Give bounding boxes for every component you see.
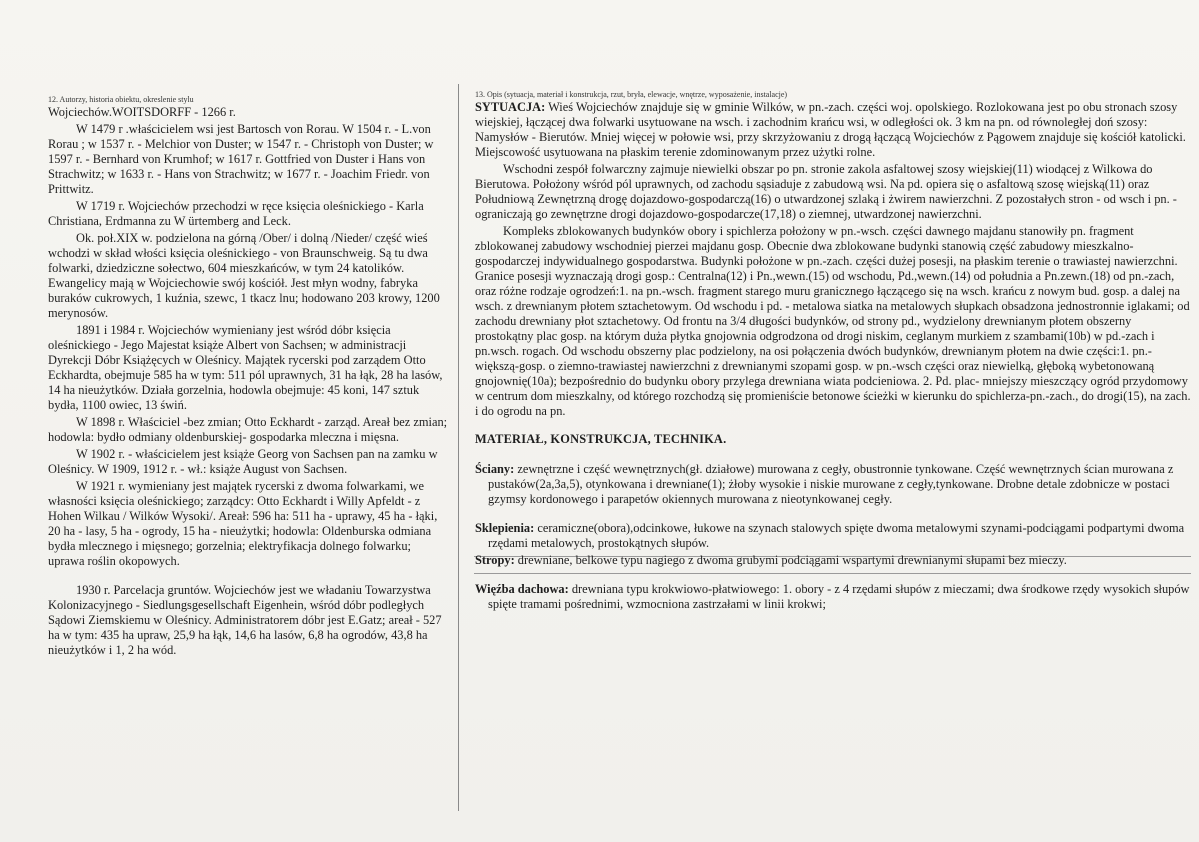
history-paragraph: W 1902 r. - właścicielem jest książe Georg von Sachsen pan na zamku w Oleśnicy. W 1909, 1912 r. - wł.: książe August von Sachsen. (48, 447, 438, 476)
history-paragraph: W 1898 r. Właściciel -bez zmian; Otto Eckhardt - zarząd. Areał bez zmian; hodowla: bydło odmiany oldenburskiej- gospodarka mleczna i mięsna. (48, 415, 448, 444)
spacer (475, 509, 1191, 521)
material-item-vaults (475, 521, 1191, 551)
spacer (48, 571, 450, 583)
history-column (48, 94, 450, 660)
item-label: Ściany: (475, 462, 515, 476)
description-paragraph: Wschodni zespół folwarczny zajmuje niewielki obszar po pn. stronie zakola asfaltowej szosy wiejskiej(11) wiodącej z Wilkowa do Bierutowa. Położony wśród pól uprawnych, od zachodu sąsiaduje z zabudową wsi. Na pd. opiera się o asfaltową szosę wiejską(11) oraz Południową Zewnętrzną drogę dojazdowo-gospodarczą(16) o utwardzonej szlaką i żwirem nawierzchni. Z pozostałych stron - od wsch i pn. - ograniczają go zewnętrzne drogi dojazdowo-gospodarcze(17,18) o ziemnej, utwardzonej nawierzchni. (475, 162, 1177, 221)
item-text: drewniane, belkowe typu nagiego z dwoma grubymi podciągami wspartymi drewnianymi słupami bez mieczy. (514, 553, 1067, 567)
situation-label: SYTUACJA: (475, 100, 546, 114)
material-item-roof-truss (475, 582, 1191, 612)
history-paragraph: W 1479 r .właścicielem wsi jest Bartosch von Rorau. W 1504 r. - L.von Rorau ; w 1537 r. - Melchior von Duster; w 1547 r. - Christoph von Duster; w 1597 r. - Bernhard von Krumhof; w 1617 r. Gottfried von Duster i Hans von Strachwitz; w 1633 r. - Hans von Strachwitz; w 1677 r. - Joachim Friedr. von Prittwitz. (48, 122, 434, 196)
item-text: ceramiczne(obora),odcinkowe, łukowe na szynach stalowych spięte dwoma metalowymi szynami-podciągami podpartymi dwoma rzędami metalowych, prostokątnych słupów. (488, 521, 1185, 550)
item-text: drewniana typu krokwiowo-płatwiowego: 1. obory - z 4 rzędami słupów z mieczami; dwa środkowe rzędy wysokich słupów spięte tramami pośrednimi, wzmocniona zastrzałami w linii krokwi; (488, 582, 1190, 611)
section-title-material: MATERIAŁ, KONSTRUKCJA, TECHNIKA. (475, 432, 727, 446)
material-item-ceilings (475, 553, 1191, 568)
item-label: Więźba dachowa: (475, 582, 569, 596)
situation-paragraph (475, 100, 1191, 160)
history-paragraph: 1891 i 1984 r. Wojciechów wymieniany jest wśród dóbr księcia oleśnickiego - Jego Majestat książe Albert von Sachsen; w administracji Dyrekcji Dóbr Książęcych w Oleśnicy. Majątek rycerski pod zarządem Otto Eckhardta, obejmuje 585 ha w tym: 511 pól uprawnych, 31 ha łąk, 28 ha lasów, 14 ha nieużytków. Działa gorzelnia, hodowla obejmuje: 45 koni, 147 sztuk bydła, 1100 owiec, 13 świń. (48, 323, 443, 412)
description-paragraph: Kompleks zblokowanych budynków obory i spichlerza położony w pn.-wsch. części dawnego majdanu stanowiły pn. fragment zblokowanej zabudowy wschodniej pierzei majdanu gosp. Obecnie dwa zblokowane budynki stanowią część zabudowy mieszkalno-gospodarczej indywidualnego gospodarstwa. Budynki położone w pn.-zach. części dużej posesji, na płaskim terenie o trawiastej nawierzchni. Granice posesji wyznaczają drogi gosp.: Centralna(12) i Pn.,wewn.(15) od wschodu, Pd.,wewn.(14) od południa a Pn.zewn.(18) od pn.-zach, oraz różne rodzaje ogrodzeń:1. na pn.-wsch. fragment starego muru granicznego łączącego się na wsch. krańcu z nowym bud. gosp. a dalej na wsch. z drewnianym płotem sztachetowym. Od wschodu i pd. - metalowa siatka na metalowych słupkach obsadzona jednostronnie iglakami; od zachodu drewniany płot sztachetowy. Od frontu na 3/4 długości budynków, od strony pd., wydzielony drewnianym płotem obszerny prostokątny plac gosp. na którym duża płytka gnojownia odgrodzona od drogi niskim, ceglanym murkiem z szambami(10b) w pd.-zach i pn.wsch. rogach. Od wschodu obszerny plac podzielony, na osi połączenia dwóch budynków, drewnianym płotem na dwie części:1. pn.-większą-gosp. o ziemno-trawiastej nawierzchni z drewnianymi szopami gosp. w pn.-wsch części oraz niewielką, głęboką wybetonowaną gnojownię(10a); bezpośrednio do budynku obory przylega drewniana wiata podcieniowa. 2. Pd. plac- mniejszy mieszczący ogród przydomowy w centrum dom mieszkalny, od którego rozchodzą się promieniście betonowe ścieżki w kierunku do spichlerza-pn.-zach., do drogi(15), na zach. i do ogrodu na pn. (475, 224, 1191, 418)
material-item-walls (475, 462, 1191, 507)
history-paragraph: Ok. poł.XIX w. podzielona na górną /Ober/ i dolną /Nieder/ część wieś wchodzi w skład włości księcia oleśnickiego - von Braunschweig. Są tu dwa folwarki, dziedziczne sołectwo, 604 mieszkańców, w tym 24 katolików. Ewangelicy mają w Wojciechowie swój kościół. Jest młyn wodny, fabryka buraków cukrowych, 1 kuźnia, szewc, 1 tkacz lnu; hodowano 203 krowy, 1200 merynosów. (48, 231, 440, 320)
item-label: Sklepienia: (475, 521, 535, 535)
column-divider (458, 84, 459, 811)
history-header: 12. Autorzy, historia obiektu, okreslenie stylu (48, 95, 194, 104)
history-title-line: Wojciechów.WOITSDORFF - 1266 r. (48, 105, 236, 119)
description-column (475, 89, 1191, 614)
situation-text: Wieś Wojciechów znajduje się w gminie Wilków, w pn.-zach. części woj. opolskiego. Rozlokowana jest po obu stronach szosy wiejskiej, łączącej dwa folwarki usytuowane na wsch. i zachodnim krańcu wsi, w odległości ok. 3 km na pn. od równoległej doń szosy: Namysłów - Bierutów. Mniej więcej w połowie wsi, przy skrzyżowaniu z drogą łączącą Wojciechów z Pągowem znajduje się kościół katolicki. Miejscowość usytuowana na płaskim terenie zdominowanym przez użytki rolne. (475, 100, 1186, 159)
spacer (475, 570, 1191, 582)
history-paragraph: 1930 r. Parcelacja gruntów. Wojciechów jest we władaniu Towarzystwa Kolonizacyjnego - Siedlungsgesellschaft Eigenhein, wśród dóbr podległych Sądowi Ziemskiemu w Oleśnicy. Administratorem dóbr jest E.Gatz; areał - 527 ha w tym: 435 ha upraw, 25,9 ha łąk, 14,6 ha lasów, 6,8 ha ogrodów, 43,8 ha nieużytków i 1, 2 ha wód. (48, 583, 442, 657)
item-label: Stropy: (475, 553, 515, 567)
description-header: 13. Opis (sytuacja, materiał i konstrukcja, rzut, bryła, elewacje, wnętrze, wyposażenie, instalacje) (475, 90, 788, 99)
history-paragraph: W 1921 r. wymieniany jest majątek rycerski z dwoma folwarkami, we własności księcia oleśnickiego; zarządcy: Otto Eckhardt i Willy Apfeldt - z Hohen Wilkau / Wilków Wysoki/. Areał: 596 ha: 511 ha - uprawy, 45 ha - łąki, 20 ha - lasy, 5 ha - ogrody, 15 ha - nieużytki; hodowla: Oldenburska odmiana bydła mlecznego i mięsnego; gorzelnia; elektryfikacja dolnego folwarku; uprawa roślin okopowych. (48, 479, 438, 568)
item-text: zewnętrzne i część wewnętrznych(gł. działowe) murowana z cegły, obustronnie tynkowane. Część wewnętrznych ścian murowana z pustaków(2a,3a,5), otynkowana i drewniane(1); żłoby wysokie i niskie murowane z cegły,tynkowane. Drobne detale zdobnicze w postaci gzymsy kordonowego i parapetów okiennych murowana z nieotynkowanej cegły. (488, 462, 1174, 506)
history-paragraph: W 1719 r. Wojciechów przechodzi w ręce księcia oleśnickiego - Karla Christiana, Erdmanna zu W ürtemberg and Leck. (48, 199, 424, 228)
